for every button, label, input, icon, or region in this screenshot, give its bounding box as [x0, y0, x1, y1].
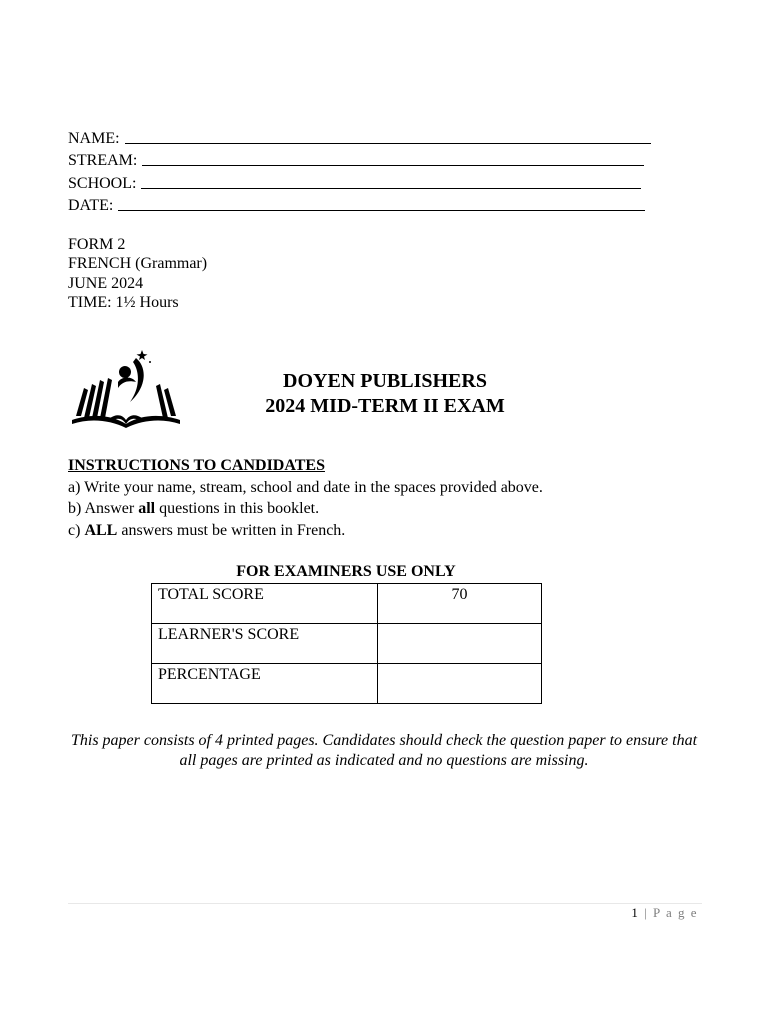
table-row	[152, 664, 542, 704]
total-score-value: 70	[378, 584, 542, 624]
instruction-b	[68, 498, 543, 520]
paper-note: This paper consists of 4 printed pages. Candidates should check the question paper to ensure that all pages are printed as indicated and no questions are missing.	[70, 732, 698, 769]
school-field	[68, 171, 641, 193]
instructions-heading: INSTRUCTIONS TO CANDIDATES	[68, 457, 325, 474]
learner-score-value	[378, 624, 542, 664]
table-row	[152, 584, 542, 624]
name-field	[68, 126, 651, 148]
header-title	[240, 369, 530, 419]
page-number	[631, 905, 698, 921]
page-number-value: 1	[631, 905, 640, 920]
stream-field	[68, 148, 644, 170]
exam-info	[68, 235, 207, 312]
page-label: | P a g e	[644, 905, 698, 920]
instruction-b-post: questions in this booklet.	[155, 500, 320, 517]
table-row	[152, 624, 542, 664]
instructions	[68, 455, 543, 541]
total-score-label: TOTAL SCORE	[152, 584, 378, 624]
footer-divider	[68, 903, 702, 904]
exam-date-text: JUNE 2024	[68, 274, 144, 292]
examiners-title: FOR EXAMINERS USE ONLY	[236, 563, 456, 580]
learner-score-label: LEARNER'S SCORE	[152, 624, 378, 664]
open-book-with-figure-logo-icon	[70, 348, 182, 428]
form-text: FORM 2	[68, 236, 126, 253]
instruction-a: a) Write your name, stream, school and date in the spaces provided above.	[68, 478, 543, 496]
instruction-b-pre: b) Answer	[68, 500, 139, 517]
instruction-c	[68, 520, 543, 542]
publisher-name: DOYEN PUBLISHERS	[283, 370, 487, 392]
date-field	[68, 193, 645, 215]
date-blank	[118, 196, 645, 211]
instruction-c-pre: c)	[68, 521, 85, 539]
instruction-c-post: answers must be written in French.	[117, 521, 346, 539]
subject-text: FRENCH (Grammar)	[68, 255, 208, 273]
school-label: SCHOOL:	[68, 175, 137, 192]
exam-title: 2024 MID-TERM II EXAM	[265, 395, 505, 417]
school-blank	[141, 174, 641, 189]
name-label: NAME:	[68, 130, 120, 147]
percentage-value	[378, 664, 542, 704]
examiners-score-table	[151, 583, 542, 704]
percentage-label: PERCENTAGE	[152, 664, 378, 704]
stream-blank	[142, 151, 644, 166]
instruction-c-bold: ALL	[84, 521, 118, 539]
stream-label: STREAM:	[68, 152, 138, 169]
date-label: DATE:	[68, 197, 114, 214]
time-text: TIME: 1½ Hours	[68, 293, 179, 311]
name-blank	[125, 129, 651, 144]
instruction-b-bold: all	[138, 500, 156, 517]
